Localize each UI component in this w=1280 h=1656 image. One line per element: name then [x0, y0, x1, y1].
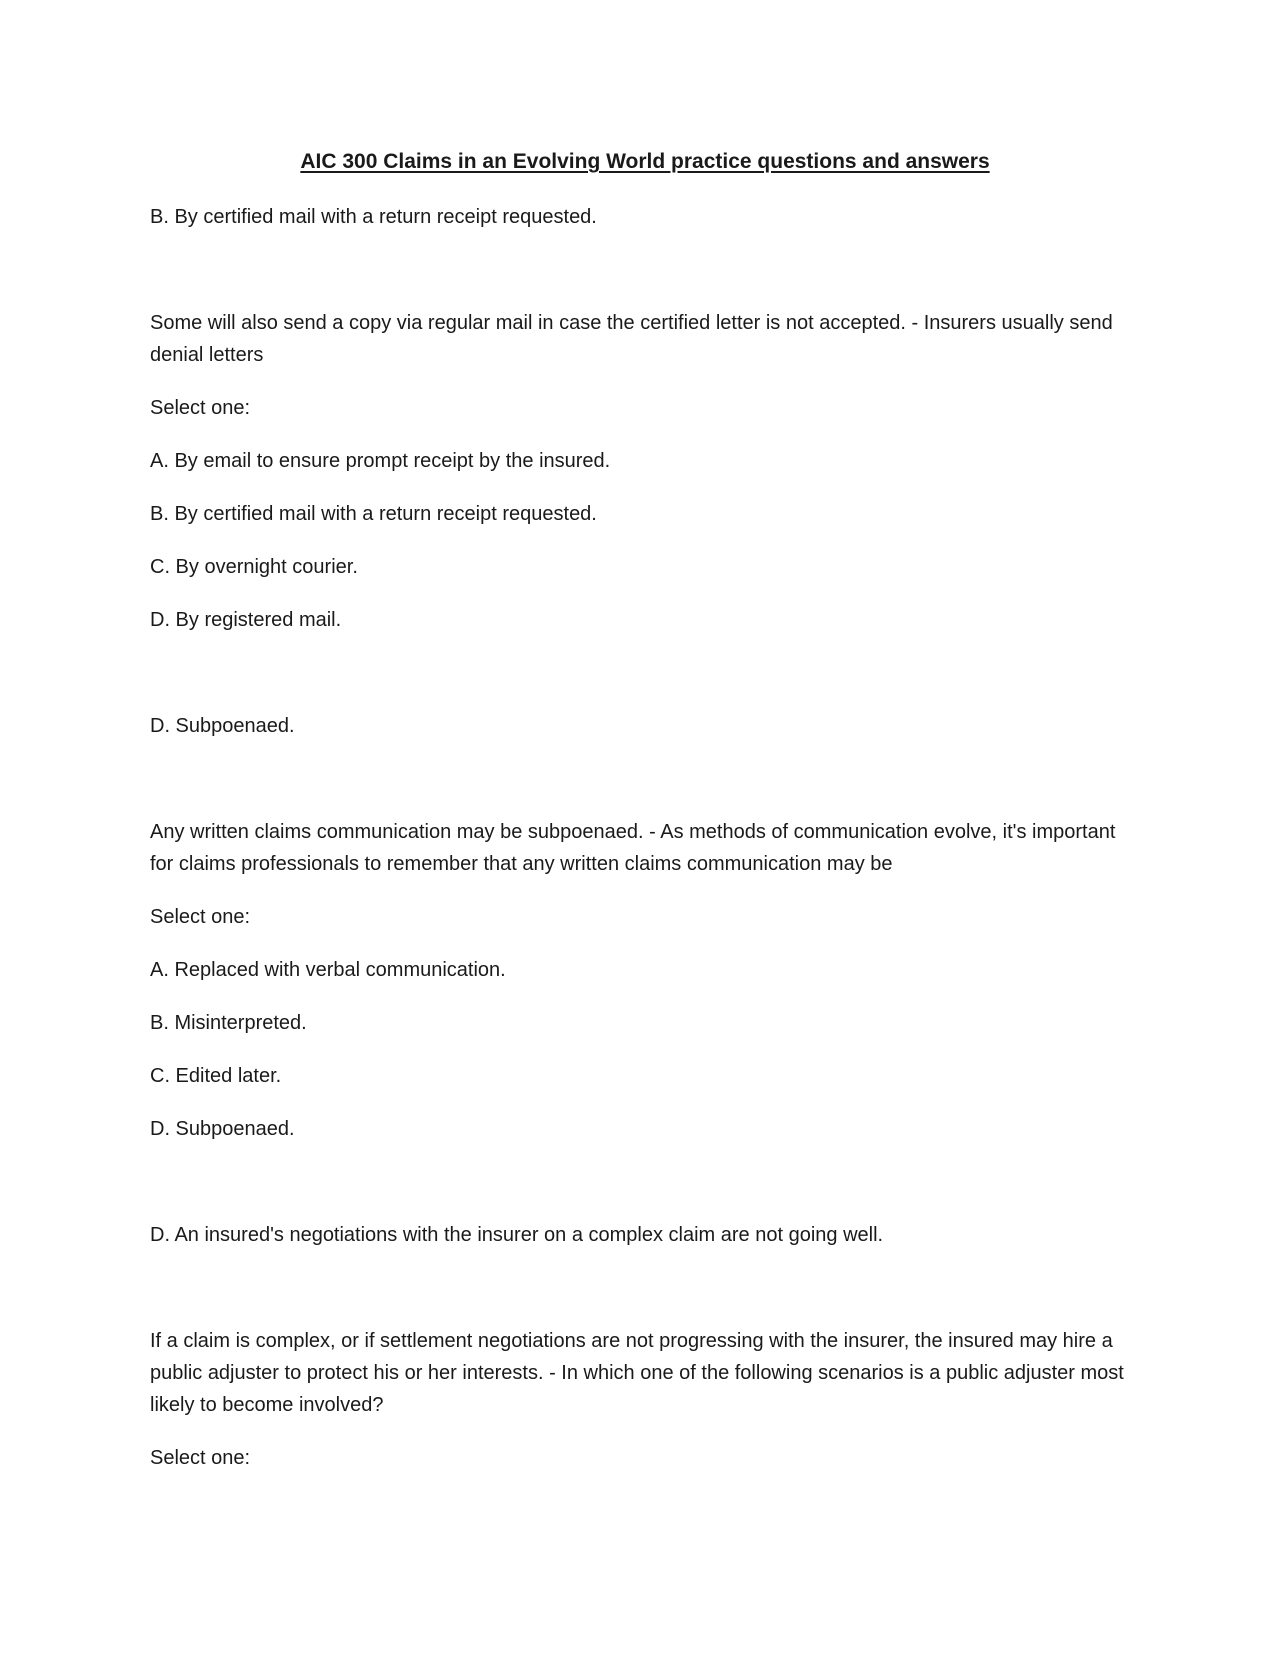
answer-option: C. By overnight courier.: [150, 556, 358, 579]
answer-line: D. Subpoenaed.: [150, 715, 295, 738]
paragraph-spacer: [150, 657, 1130, 710]
answer-option: B. By certified mail with a return receipt requested.: [150, 503, 597, 526]
paragraph-spacer: [150, 1272, 1130, 1325]
select-one-prompt: Select one:: [150, 397, 251, 420]
question-text: Some will also send a copy via regular mail in case the certified letter is not accepted. - Insurers usually send denial letters: [150, 312, 1113, 367]
question-text: Any written claims communication may be subpoenaed. - As methods of communication evolve, it's important for claims professionals to remember that any written claims communication may be: [150, 821, 1116, 876]
paragraph-spacer: [150, 763, 1130, 816]
answer-option: C. Edited later.: [150, 1065, 282, 1088]
answer-option: D. By registered mail.: [150, 609, 342, 632]
paragraph-spacer: [150, 1166, 1130, 1219]
document-body: [150, 201, 1130, 1474]
question-text: If a claim is complex, or if settlement negotiations are not progressing with the insurer, the insured may hire a public adjuster to protect his or her interests. - In which one of the following scenarios is a public adjuster most likely to become involved?: [150, 1330, 1124, 1417]
answer-option: B. Misinterpreted.: [150, 1012, 307, 1035]
answer-option: A. By email to ensure prompt receipt by the insured.: [150, 450, 611, 473]
select-one-prompt: Select one:: [150, 906, 251, 929]
paragraph-spacer: [150, 254, 1130, 307]
answer-option: D. Subpoenaed.: [150, 1118, 295, 1141]
document-title: AIC 300 Claims in an Evolving World practice questions and answers: [300, 150, 990, 173]
document-content: [150, 148, 1130, 1495]
answer-line: B. By certified mail with a return receipt requested.: [150, 206, 597, 229]
answer-line: D. An insured's negotiations with the insurer on a complex claim are not going well.: [150, 1224, 884, 1247]
answer-option: A. Replaced with verbal communication.: [150, 959, 506, 982]
select-one-prompt: Select one:: [150, 1447, 251, 1470]
